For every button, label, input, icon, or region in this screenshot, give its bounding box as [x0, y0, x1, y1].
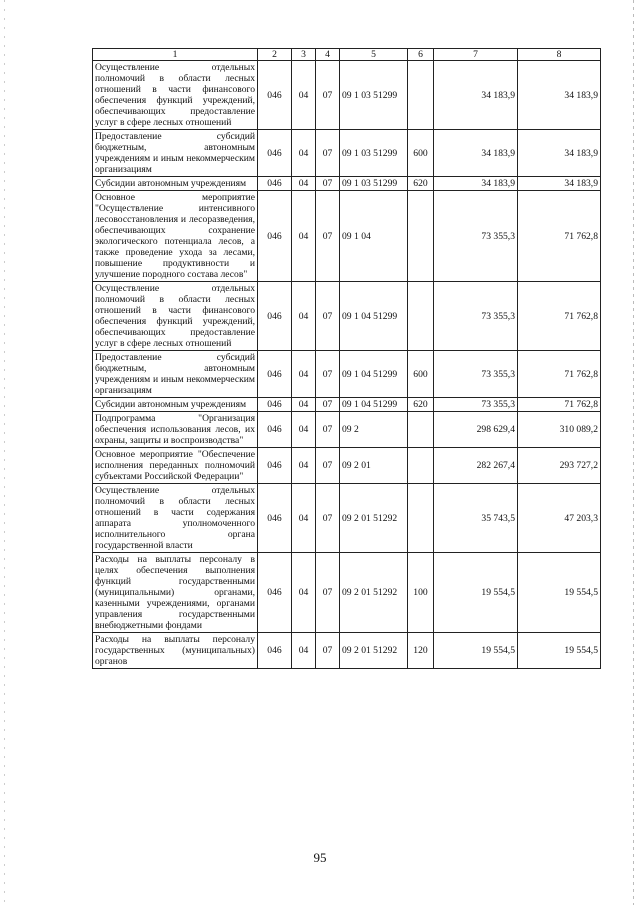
row-subsection-cell: 07 [316, 448, 340, 484]
row-amount-2-cell: 34 183,9 [518, 177, 601, 191]
row-subsection-cell: 07 [316, 61, 340, 130]
row-admin-code-cell: 046 [258, 412, 292, 448]
row-admin-code-cell: 046 [258, 553, 292, 633]
row-subsection-cell: 07 [316, 191, 340, 282]
row-subsection-cell: 07 [316, 553, 340, 633]
table-row [93, 412, 601, 448]
table-row [93, 282, 601, 351]
row-name-cell: Осуществление отдельных полномочий в области лесных отношений в части финансового обеспечения функций учреждений, обеспечивающих предоставление услуг в сфере лесных отношений [93, 282, 258, 351]
row-expense-type-cell [408, 484, 434, 553]
row-expense-type-cell [408, 282, 434, 351]
column-header: 2 [258, 49, 292, 61]
row-name-cell: Расходы на выплаты персоналу в целях обеспечения выполнения функций государственными (муниципальными) органами, казенными учреждениями, органами управления государственными внебюджетными фондами [93, 553, 258, 633]
row-section-cell: 04 [292, 448, 316, 484]
row-name-cell: Субсидии автономным учреждениям [93, 177, 258, 191]
row-amount-2-cell: 71 762,8 [518, 351, 601, 398]
row-subsection-cell: 07 [316, 484, 340, 553]
row-admin-code-cell: 046 [258, 191, 292, 282]
row-expense-type-cell: 100 [408, 553, 434, 633]
row-subsection-cell: 07 [316, 412, 340, 448]
row-target-article-cell: 09 1 04 [340, 191, 408, 282]
row-amount-2-cell: 47 203,3 [518, 484, 601, 553]
column-header: 4 [316, 49, 340, 61]
row-expense-type-cell: 600 [408, 351, 434, 398]
row-amount-1-cell: 34 183,9 [434, 61, 518, 130]
row-section-cell: 04 [292, 412, 316, 448]
row-amount-1-cell: 34 183,9 [434, 130, 518, 177]
scan-edge-right [633, 0, 634, 905]
budget-table [92, 48, 601, 669]
row-amount-1-cell: 35 743,5 [434, 484, 518, 553]
table-row [93, 633, 601, 669]
row-name-cell: Расходы на выплаты персоналу государственных (муниципальных) органов [93, 633, 258, 669]
column-header: 8 [518, 49, 601, 61]
row-amount-1-cell: 73 355,3 [434, 191, 518, 282]
row-name-cell: Основное мероприятие "Осуществление интенсивного лесовосстановления и лесоразведения, обеспечивающих сохранение экологического потенциала лесов, а также проведение ухода за лесами, повышение продуктивности и улучшение породного состава лесов" [93, 191, 258, 282]
row-amount-1-cell: 34 183,9 [434, 177, 518, 191]
row-expense-type-cell [408, 412, 434, 448]
row-section-cell: 04 [292, 177, 316, 191]
row-target-article-cell: 09 1 04 51299 [340, 398, 408, 412]
table-row [93, 61, 601, 130]
row-expense-type-cell [408, 61, 434, 130]
row-expense-type-cell [408, 448, 434, 484]
row-section-cell: 04 [292, 633, 316, 669]
row-subsection-cell: 07 [316, 398, 340, 412]
row-name-cell: Субсидии автономным учреждениям [93, 398, 258, 412]
table-header-row [93, 49, 601, 61]
row-target-article-cell: 09 2 01 51292 [340, 633, 408, 669]
row-expense-type-cell: 120 [408, 633, 434, 669]
row-section-cell: 04 [292, 398, 316, 412]
row-expense-type-cell [408, 191, 434, 282]
column-header: 7 [434, 49, 518, 61]
row-subsection-cell: 07 [316, 351, 340, 398]
table-row [93, 484, 601, 553]
row-amount-2-cell: 19 554,5 [518, 633, 601, 669]
row-amount-2-cell: 34 183,9 [518, 61, 601, 130]
table-row [93, 177, 601, 191]
row-target-article-cell: 09 2 01 51292 [340, 553, 408, 633]
table-row [93, 398, 601, 412]
row-section-cell: 04 [292, 61, 316, 130]
table-row [93, 191, 601, 282]
column-header: 6 [408, 49, 434, 61]
row-target-article-cell: 09 1 03 51299 [340, 61, 408, 130]
row-name-cell: Предоставление субсидий бюджетным, автономным учреждениям и иным некоммерческим организациям [93, 130, 258, 177]
row-amount-1-cell: 19 554,5 [434, 553, 518, 633]
row-amount-2-cell: 34 183,9 [518, 130, 601, 177]
column-header: 1 [93, 49, 258, 61]
row-amount-1-cell: 73 355,3 [434, 398, 518, 412]
row-target-article-cell: 09 2 [340, 412, 408, 448]
row-amount-1-cell: 73 355,3 [434, 282, 518, 351]
row-amount-1-cell: 282 267,4 [434, 448, 518, 484]
scan-edge-left [4, 0, 5, 905]
row-subsection-cell: 07 [316, 633, 340, 669]
row-section-cell: 04 [292, 191, 316, 282]
row-name-cell: Осуществление отдельных полномочий в области лесных отношений в части финансового обеспечения функций учреждений, обеспечивающих предоставление услуг в сфере лесных отношений [93, 61, 258, 130]
row-admin-code-cell: 046 [258, 633, 292, 669]
row-admin-code-cell: 046 [258, 130, 292, 177]
row-name-cell: Предоставление субсидий бюджетным, автономным учреждениям и иным некоммерческим организациям [93, 351, 258, 398]
row-target-article-cell: 09 1 04 51299 [340, 282, 408, 351]
row-expense-type-cell: 620 [408, 177, 434, 191]
row-target-article-cell: 09 1 04 51299 [340, 351, 408, 398]
column-header: 3 [292, 49, 316, 61]
row-amount-2-cell: 310 089,2 [518, 412, 601, 448]
column-header: 5 [340, 49, 408, 61]
row-admin-code-cell: 046 [258, 484, 292, 553]
row-expense-type-cell: 620 [408, 398, 434, 412]
row-amount-1-cell: 19 554,5 [434, 633, 518, 669]
row-admin-code-cell: 046 [258, 282, 292, 351]
row-target-article-cell: 09 2 01 [340, 448, 408, 484]
row-expense-type-cell: 600 [408, 130, 434, 177]
table-row [93, 351, 601, 398]
row-target-article-cell: 09 1 03 51299 [340, 177, 408, 191]
row-target-article-cell: 09 1 03 51299 [340, 130, 408, 177]
row-subsection-cell: 07 [316, 130, 340, 177]
page-number: 95 [313, 850, 327, 865]
row-admin-code-cell: 046 [258, 448, 292, 484]
row-admin-code-cell: 046 [258, 61, 292, 130]
row-subsection-cell: 07 [316, 282, 340, 351]
row-amount-2-cell: 71 762,8 [518, 191, 601, 282]
row-target-article-cell: 09 2 01 51292 [340, 484, 408, 553]
row-name-cell: Подпрограмма "Организация обеспечения использования лесов, их охраны, защиты и воспроизводства" [93, 412, 258, 448]
row-amount-1-cell: 298 629,4 [434, 412, 518, 448]
row-name-cell: Основное мероприятие "Обеспечение исполнения переданных полномочий субъектами Российской Федерации" [93, 448, 258, 484]
row-subsection-cell: 07 [316, 177, 340, 191]
row-amount-2-cell: 293 727,2 [518, 448, 601, 484]
row-section-cell: 04 [292, 484, 316, 553]
row-admin-code-cell: 046 [258, 177, 292, 191]
row-admin-code-cell: 046 [258, 398, 292, 412]
row-amount-1-cell: 73 355,3 [434, 351, 518, 398]
row-amount-2-cell: 71 762,8 [518, 398, 601, 412]
table-row [93, 553, 601, 633]
row-section-cell: 04 [292, 282, 316, 351]
table-row [93, 448, 601, 484]
row-section-cell: 04 [292, 351, 316, 398]
row-name-cell: Осуществление отдельных полномочий в области лесных отношений в части содержания аппарата уполномоченного исполнительного органа государственной власти [93, 484, 258, 553]
row-amount-2-cell: 71 762,8 [518, 282, 601, 351]
row-section-cell: 04 [292, 553, 316, 633]
row-admin-code-cell: 046 [258, 351, 292, 398]
row-amount-2-cell: 19 554,5 [518, 553, 601, 633]
table-row [93, 130, 601, 177]
row-section-cell: 04 [292, 130, 316, 177]
